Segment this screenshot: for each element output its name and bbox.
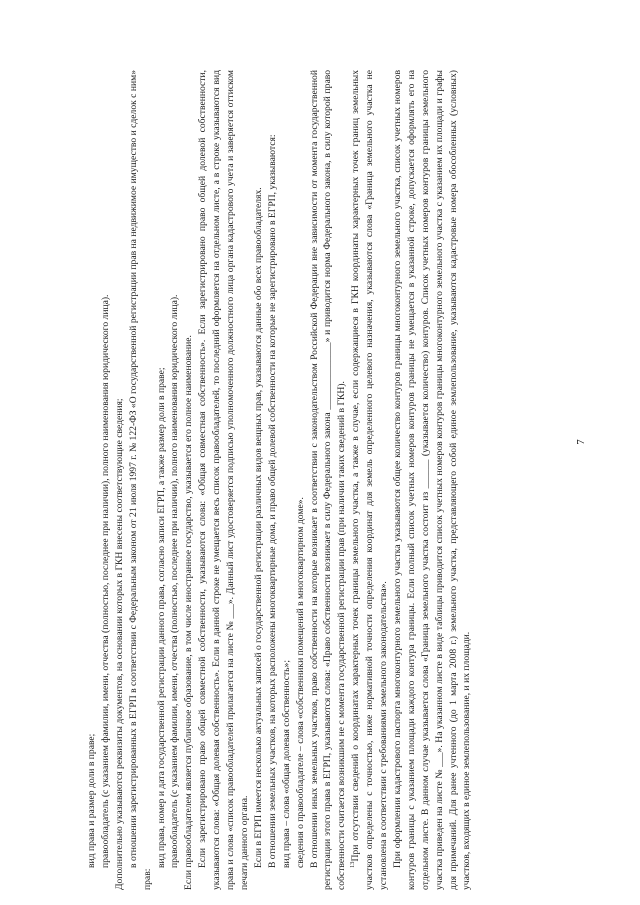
footnote-mark: 13 — [349, 861, 357, 868]
paragraph: правообладатель (с указанием фамилии, имени, отчества (полностью, последнее при наличии), полного наименования юридического лица). — [169, 294, 181, 868]
paragraph: правообладатель (с указанием фамилии, имени, отчества (полностью, последнее при наличии), полного наименования юридического лица). — [99, 294, 111, 868]
paragraph: вид права, номер и дата государственной регистрации данного права, согласно записи ЕГРП, а также размер доли в праве; — [155, 367, 167, 868]
paragraph: В отношении земельных участков, на которых расположены многоквартирные дома, и право общей долевой собственности на которые не зарегистрировано в ЕГРП, указываются: — [266, 134, 278, 868]
paragraph: Если правообладателем является публичное образование, в том числе иностранное государство, указывается его полное наименование. — [183, 335, 195, 890]
paragraph: При оформлении кадастрового паспорта многоконтурного земельного участка указываются общее количество контуров границы многоконтурного земельного участка, список учетных номеров контуров границы с указанием площади каждого контура границы. Если полный список учетных номеров контуров границы не умещается в указанной строке, допускается оформлять его на отдельном листе. В данном случае указывается слова «Граница земельного участка состоит из ______ (указывается количество) контуров. Список учетных номеров контуров границы земельного участка приведен на листе № ___». На указанном листе в виде таблицы приводится список учетных номеров контуров границы многоконтурного земельного участка с указанием их площади и графы для примечаний. Для ранее учтенного (до 1 марта 2008 г.) земельного участка, представляющего собой единое землепользование, указываются кадастровые номера обособленных (условных) участков, входящих в единое землепользование, и их площади. — [391, 70, 473, 890]
page-number-text: 7 — [574, 439, 587, 445]
footnote-paragraph — [349, 70, 391, 890]
page-number — [575, 439, 587, 445]
paragraph: сведения о правообладателе – слова «собственники помещений в многоквартирном доме». — [294, 497, 306, 868]
document-body — [85, 70, 555, 890]
footnote-text: При отсутствии сведений о координатах характерных точек границы земельного участка, а также в случае, если содержащиеся в ГКН координаты характерных точек границ земельных участков определены с точностью, ниже нормативной точности определения координат для земель определенного целевого назначения, указываются слова «Граница земельного участка не установлена в соответствии с требованиями земельного законодательства». — [350, 70, 390, 890]
paragraph: вид права и размер доли в праве; — [86, 733, 97, 868]
paragraph: вид права – слова «общая долевая собственность»; — [280, 659, 292, 868]
paragraph: в отношении зарегистрированных в ЕГРП в соответствии с Федеральным законом от 21 июля 1997 г. № 122-ФЗ «О государственной регистрации прав на недвижимое имущество и сделок с ним» прав: — [127, 70, 153, 890]
paragraph: Дополнительно указываются реквизиты документов, на основании которых в ГКН внесены соответствующие сведения; — [113, 398, 125, 890]
paragraph: Если зарегистрировано право общей совместной собственности, указываются слова: «Общая совместная собственность». Если зарегистрировано право общей долевой собственности, указываются слова: «Общая долевая собственность». Если в данной строке не умещается весь список правообладателей, то последний оформляется на отдельном листе, а в строке указываются вид права и слова «список правообладателей прилагается на листе № ___». Данный лист удостоверяется подписью уполномоченного должностного лица органа кадастрового учета и заверяется оттиском печати данного органа. — [197, 70, 250, 890]
paragraph: Если в ЕГРП имеется несколько актуальных записей о государственной регистрации различных видов вещных прав, указываются данные обо всех правообладателях. — [252, 187, 264, 868]
paragraph: В отношении иных земельных участков, право собственности на которые возникает в соответствии с законодательством Российской Федерации вне зависимости от момента государственной регистрации этого права в ЕГРП, указываются слова: «Право собственности возникает в силу Федерального закона ______________» и приводится норма Федерального закона, в силу которой право собственности считается возникшим не с момента государственной регистрации прав (при наличии таких сведений в ГКН). — [308, 70, 348, 890]
